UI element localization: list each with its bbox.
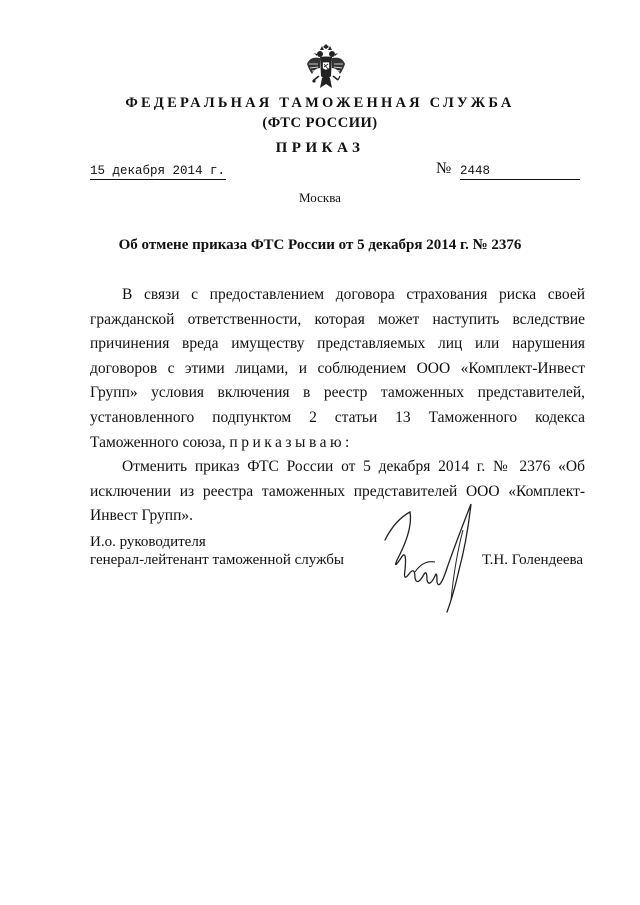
document-type: ПРИКАЗ	[275, 140, 365, 156]
agency-short-name: (ФТС РОССИИ)	[262, 115, 378, 131]
coat-of-arms-icon	[306, 44, 346, 94]
signer-role-line-2: генерал-лейтенант таможенной службы	[90, 552, 344, 568]
paragraph-1-text: В связи с предоставлением договора страхования риска своей гражданской ответственности, которая может наступить вследствие причинения вреда имуществу представляемых лиц или нарушения договоров с этими лицами, и соблюдением ООО «Комплект-Инвест Групп» условия включения в реестр таможенных представителей, установленного подпунктом 2 статьи 13 Таможенного кодекса Таможенного союза,	[90, 286, 585, 451]
paragraph-2: Отменить приказ ФТС России от 5 декабря 2014 г. № 2376 «Об исключении из реестра таможенных представителей ООО «Комплект-Инвест Групп».	[90, 458, 585, 525]
paragraph-1	[90, 283, 585, 455]
signer-role-line-1: И.о. руководителя	[90, 534, 206, 550]
document-number: 2448	[460, 163, 580, 180]
command-word: приказываю:	[229, 433, 353, 451]
agency-name: ФЕДЕРАЛЬНАЯ ТАМОЖЕННАЯ СЛУЖБА	[125, 95, 515, 111]
signer-name: Т.Н. Голендеева	[482, 552, 584, 568]
document-body	[90, 283, 585, 529]
document-city: Москва	[299, 190, 341, 205]
document-date: 15 декабря 2014 г.	[90, 164, 226, 178]
handwritten-signature	[375, 500, 485, 620]
document-title: Об отмене приказа ФТС России от 5 декабря 2014 г. № 2376	[118, 237, 522, 253]
number-sign: №	[436, 160, 452, 177]
